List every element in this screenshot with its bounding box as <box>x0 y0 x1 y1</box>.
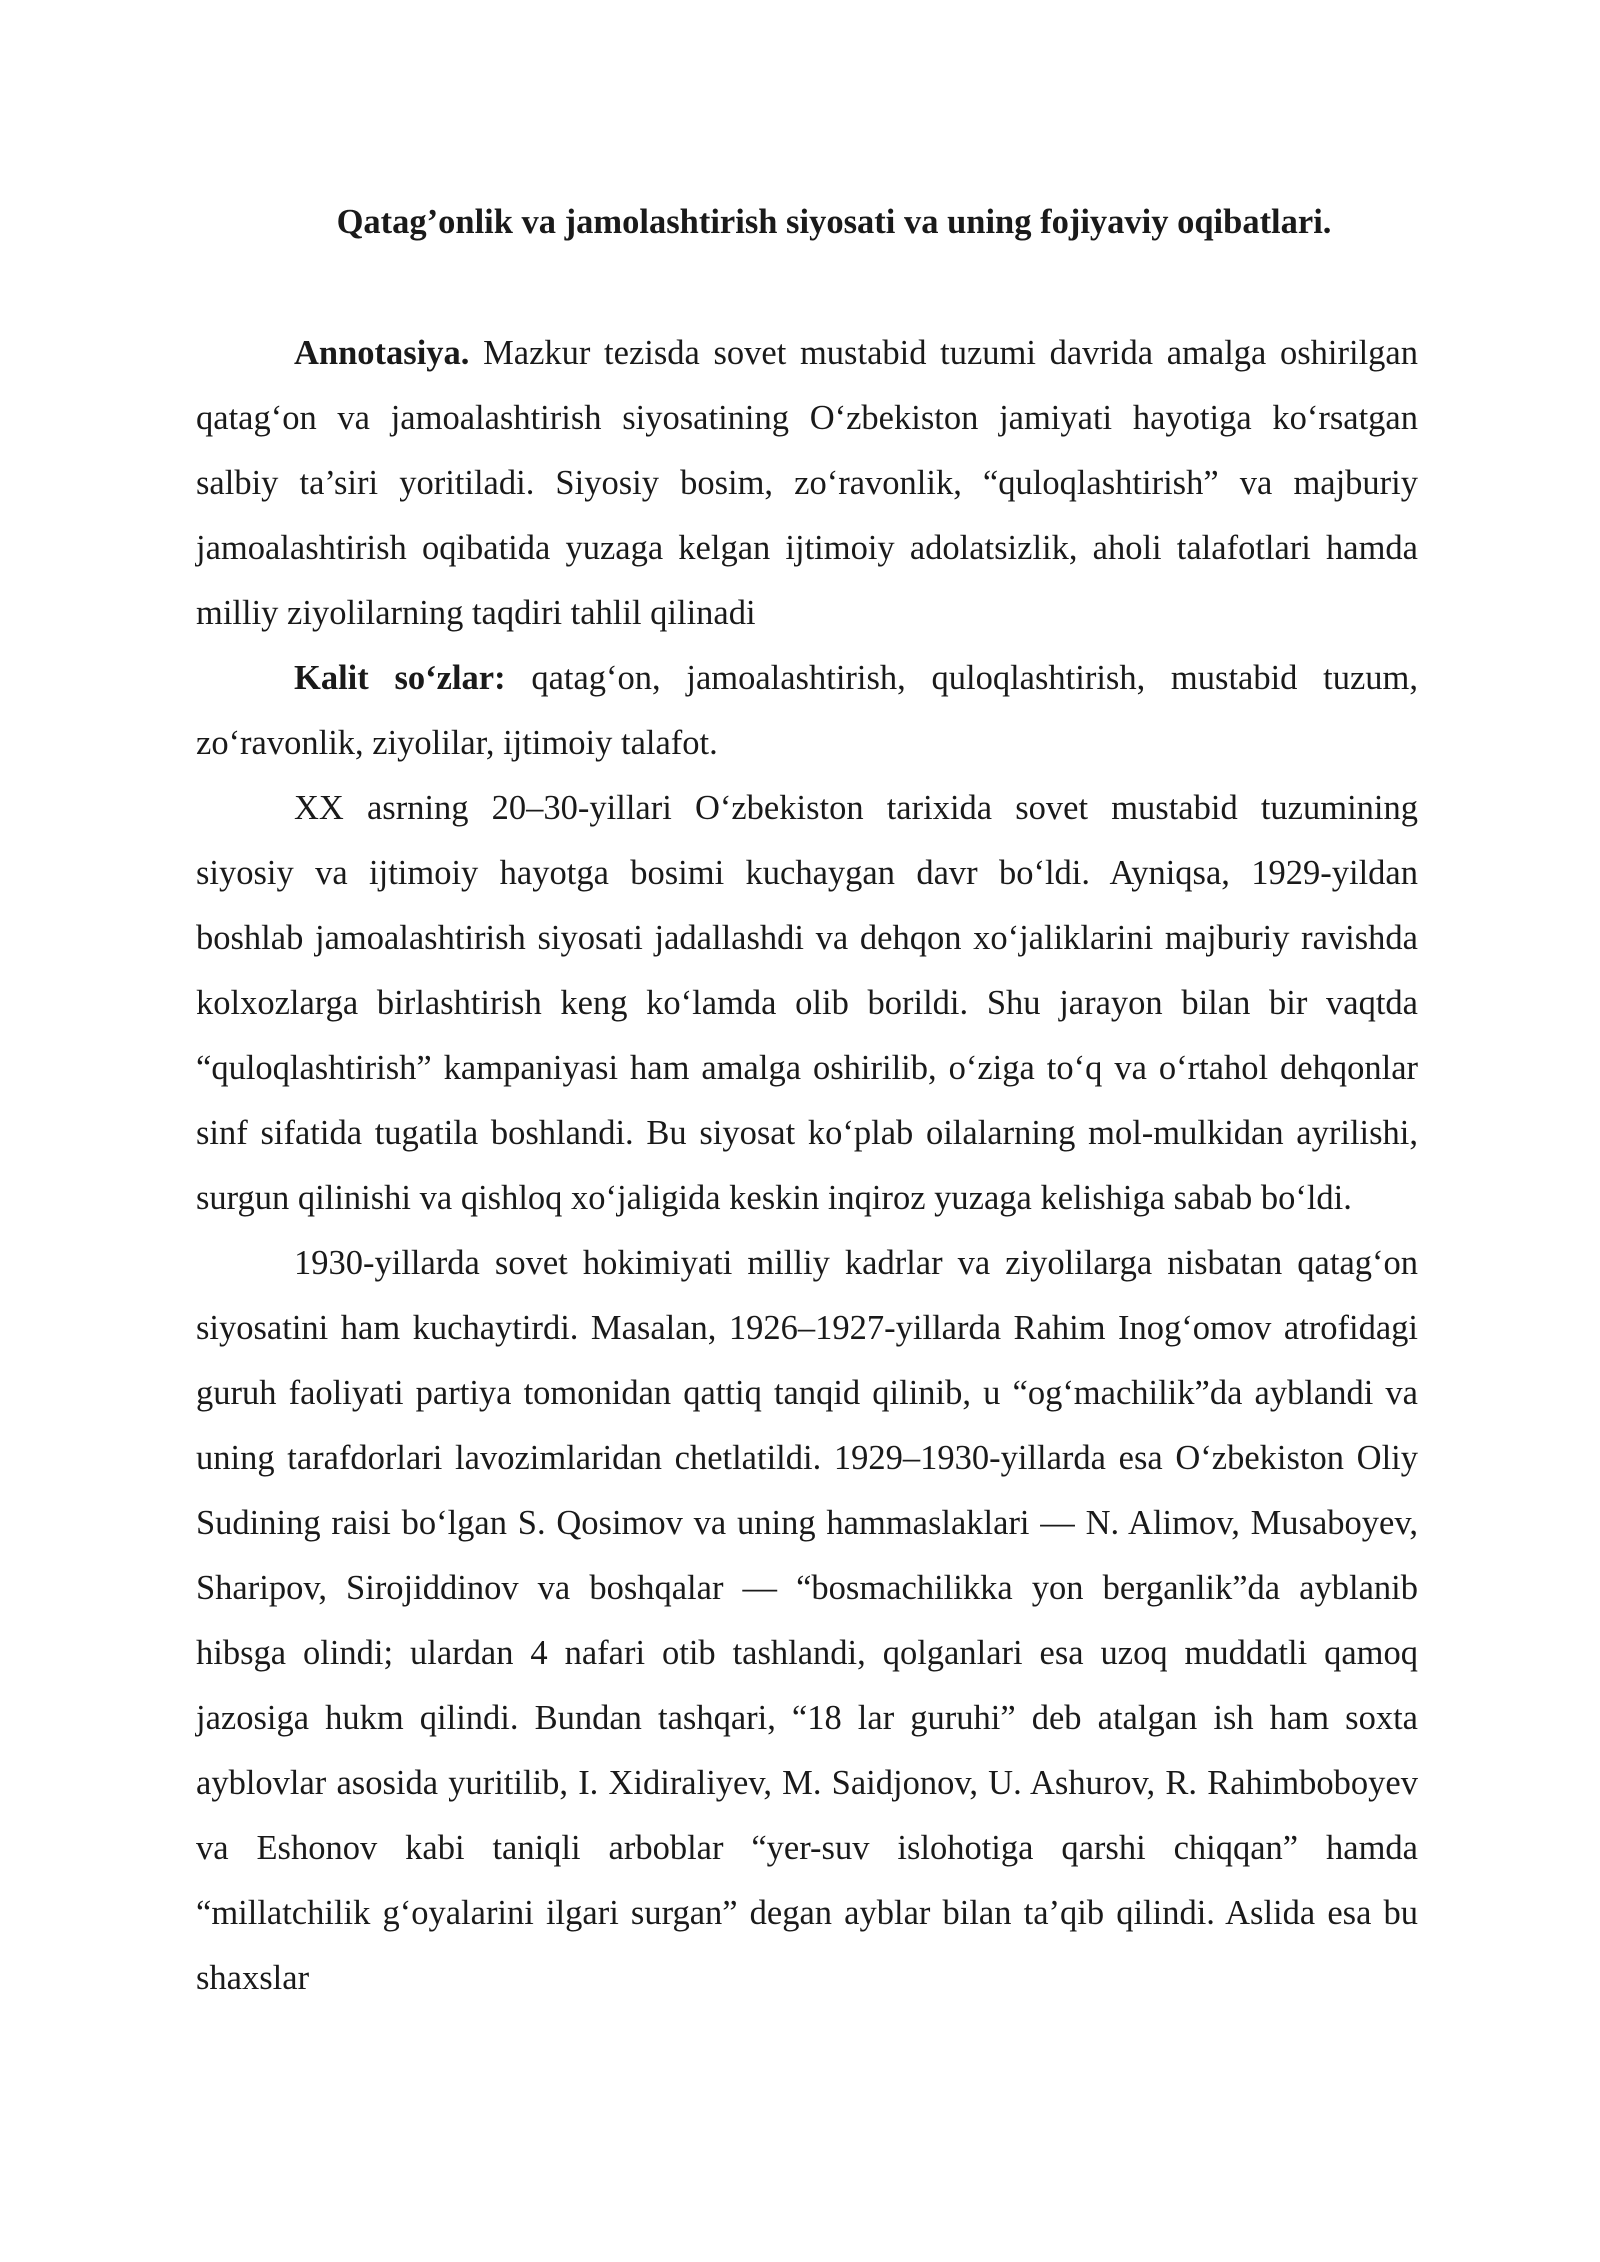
body-paragraph-2: 1930-yillarda sovet hokimiyati milliy kadrlar va ziyolilarga nisbatan qatag‘on siyosatini ham kuchaytirdi. Masalan, 1926–1927-yillarda Rahim Inog‘omov atrofidagi guruh faoliyati partiya tomonidan qattiq tanqid qilinib, u “og‘machilik”da ayblandi va uning tarafdorlari lavozimlaridan chetlatildi. 1929–1930-yillarda esa O‘zbekiston Oliy Sudining raisi bo‘lgan S. Qosimov va uning hammaslaklari — N. Alimov, Musaboyev, Sharipov, Sirojiddinov va boshqalar — “bosmachilikka yon berganlik”da ayblanib hibsga olindi; ulardan 4 nafari otib tashlandi, qolganlari esa uzoq muddatli qamoq jazosiga hukm qilindi. Bundan tashqari, “18 lar guruhi” deb atalgan ish ham soxta ayblovlar asosida yuritilib, I. Xidiraliyev, M. Saidjonov, U. Ashurov, R. Rahimboboyev va Eshonov kabi taniqli arboblar “yer-suv islohotiga qarshi chiqqan” hamda “millatchilik g‘oyalarini ilgari surgan” degan ayblar bilan ta’qib qilindi. Aslida esa bu shaxslar <box>196 1244 1418 1997</box>
keywords-paragraph <box>196 646 1418 776</box>
document-page <box>196 190 1418 2011</box>
annotation-paragraph <box>196 321 1418 646</box>
keywords-label: Kalit so‘zlar: <box>294 659 506 697</box>
annotation-label: Annotasiya. <box>294 334 470 372</box>
body-paragraph-1: XX asrning 20–30-yillari O‘zbekiston tarixida sovet mustabid tuzumining siyosiy va ijtimoiy hayotga bosimi kuchaygan davr bo‘ldi. Ayniqsa, 1929-yildan boshlab jamoalashtirish siyosati jadallashdi va dehqon xo‘jaliklarini majburiy ravishda kolxozlarga birlashtirish keng ko‘lamda olib borildi. Shu jarayon bilan bir vaqtda “quloqlashtirish” kampaniyasi ham amalga oshirilib, o‘ziga to‘q va o‘rtahol dehqonlar sinf sifatida tugatila boshlandi. Bu siyosat ko‘plab oilalarning mol-mulkidan ayrilishi, surgun qilinishi va qishloq xo‘jaligida keskin inqiroz yuzaga kelishiga sabab bo‘ldi. <box>196 789 1418 1217</box>
keywords-text: qatag‘on, jamoalashtirish, quloqlashtirish, mustabid tuzum, zo‘ravonlik, ziyolilar, ijtimoiy talafot. <box>196 659 1419 762</box>
document-title: Qatag’onlik va jamolashtirish siyosati va uning fojiyaviy oqibatlari. <box>336 203 1332 241</box>
annotation-text: Mazkur tezisda sovet mustabid tuzumi davrida amalga oshirilgan qatag‘on va jamoalashtirish siyosatining O‘zbekiston jamiyati hayotiga ko‘rsatgan salbiy ta’siri yoritiladi. Siyosiy bosim, zo‘ravonlik, “quloqlashtirish” va majburiy jamoalashtirish oqibatida yuzaga kelgan ijtimoiy adolatsizlik, aholi talafotlari hamda milliy ziyolilarning taqdiri tahlil qilinadi <box>196 334 1418 632</box>
